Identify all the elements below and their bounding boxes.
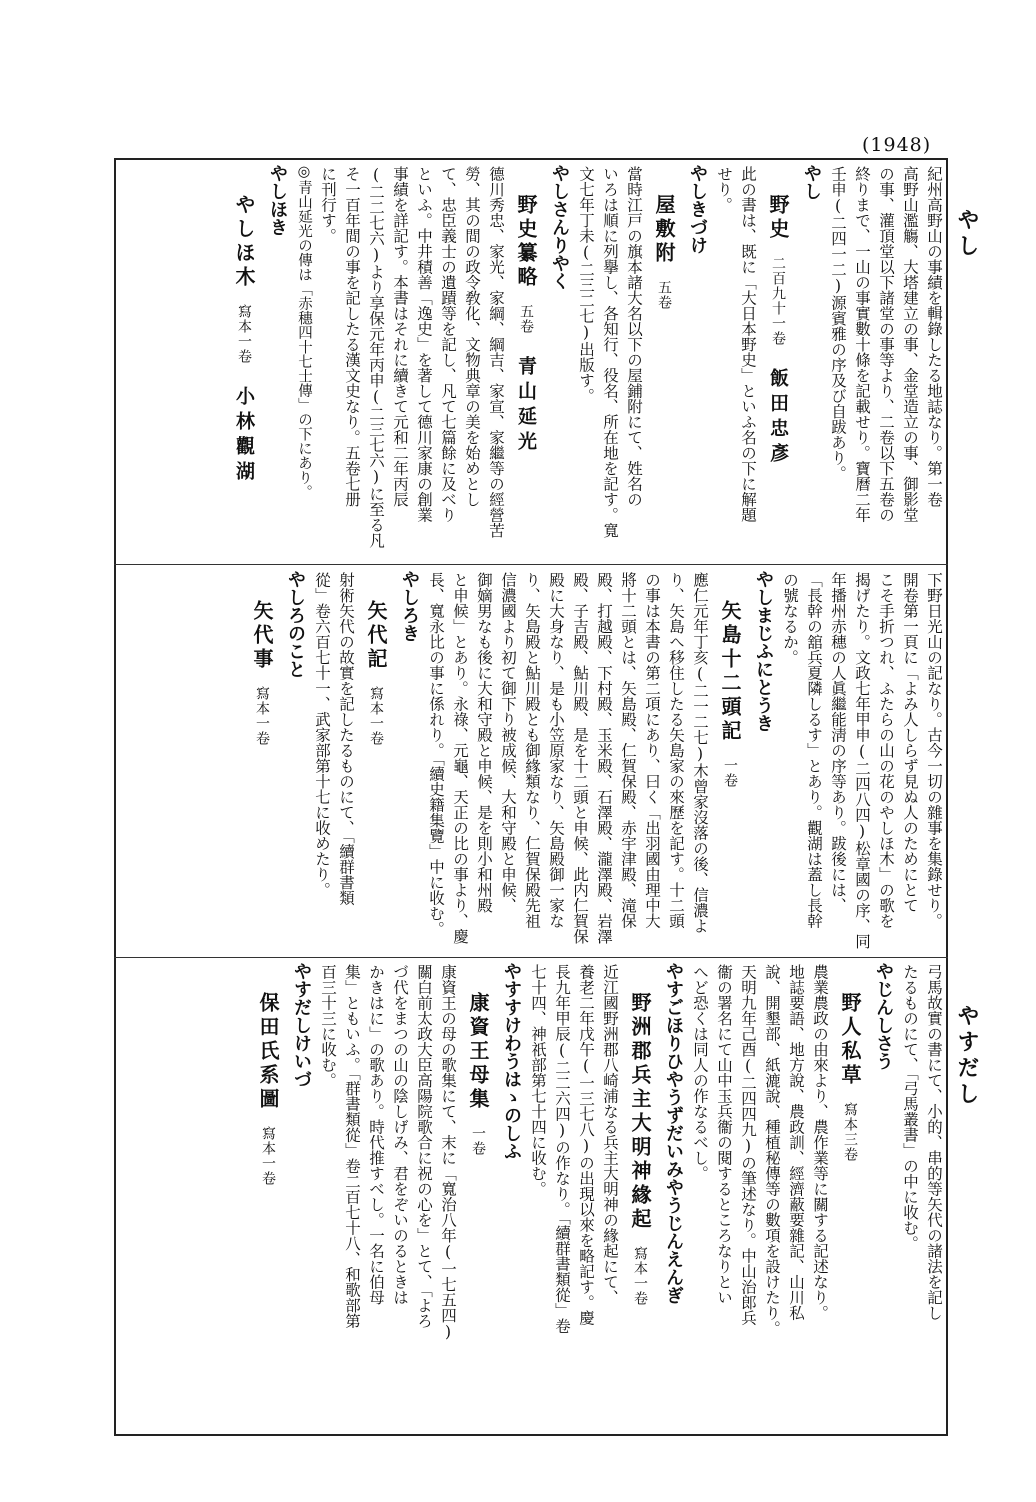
- entry-body-line: 此の書は、既に「大日本野史」といふ名の下に解題: [739, 166, 757, 523]
- entry-title-text: 野洲郡兵主大明神緣起: [628, 992, 652, 1232]
- entry-body-line: 御嫡男なも後に大和守殿と申候、是を則小和州殿: [475, 572, 493, 913]
- entry-body-line: 開卷第一頁に「よみ人しらず見ぬ人のためにとて: [901, 572, 919, 913]
- entry-body-line: たるものにて、「弓馬叢書」の中に收む。: [901, 964, 919, 1251]
- entry-body-line: へど恐くは同人の作なるべし。: [691, 964, 709, 1181]
- entry-body-line: 德川秀忠、家光、家綱、綱吉、家宣、家繼等の經營苦: [487, 166, 505, 538]
- entry-note: ◎青山延光の傳は「赤穗四十七士傳」の下にあり。: [296, 164, 312, 499]
- entry-title-text: 康資王母集: [466, 992, 490, 1112]
- entry-body-line: 當時江戸の旗本諸大名以下の屋鋪附にて、姓名の: [625, 166, 643, 507]
- entry-reading: やし: [801, 164, 822, 200]
- entry-body-line: といふ。中井積善「逸史」を著して德川家康の創業: [415, 166, 433, 523]
- entry-body-line: いろは順に列擧し、各知行、役名、所在地を記す。寬: [601, 166, 619, 538]
- entry-body-line: 康資王の母の歌集にて、末に「寬治八年(一七五四): [439, 964, 457, 1341]
- entry-title-text: 野史纂略: [514, 194, 538, 290]
- entry-title: [712, 570, 748, 954]
- entry-title: [760, 164, 796, 560]
- running-header-2: やすだし: [954, 1004, 980, 1108]
- entry-body-line: 說、開墾部、紙漉說、種植秘傳等の數項を設けたり。: [763, 964, 781, 1336]
- entry-reading: やしまじふにとうき: [753, 570, 774, 732]
- entry-body-line: 關白前太政大臣高陽院歌合に祝の心を」とて、「よろ: [415, 964, 433, 1329]
- entry-volume-info: 寫本一卷: [260, 1126, 276, 1186]
- page-number: (1948): [862, 134, 932, 156]
- entry-body-line: 信濃國より初て御下り被成候、大和守殿と申候、: [499, 572, 517, 913]
- entry-body-line: 年播州赤穗の人眞繼能淸の序等あり。跋後には、: [829, 572, 847, 913]
- entry-body-line: せり。: [715, 166, 733, 213]
- entry-volume-info: 二百九十一卷: [770, 256, 786, 346]
- entry-body-line: 紀州高野山の事績を輯錄したる地誌なり。第一卷: [925, 166, 943, 507]
- entry-body-line: 殿に大身なり、是も小笠原家なり、矢島殿御一家な: [547, 572, 565, 929]
- entry-body-line: 揭げたり。文政七年甲申(二四八四)松章國の序、同: [853, 572, 871, 949]
- entry-body-line: り、矢島へ移住したる矢島家の來歷を記す。十二頭: [667, 572, 685, 929]
- entry-body-line: 文七年丁未(二三二七)出版す。: [577, 166, 595, 404]
- entry-body-line: の事、灌頂堂以下諸堂の事等より、二卷以下五卷の: [877, 166, 895, 523]
- band-bottom: [120, 962, 946, 1428]
- entry-body-line: (二二七六)より享保元年丙申(二三七六)に至る凡: [367, 166, 385, 548]
- entry-body-line: 「長幹の舘兵夏隣しるす」とあり。觀湖は蓋し長幹: [805, 572, 823, 929]
- entry-title: [250, 962, 286, 1428]
- entry-reading: やすだしけいづ: [291, 962, 312, 1088]
- entry-title: [358, 570, 394, 954]
- entry-title-text: 屋敷附: [652, 194, 676, 266]
- entry-title-text: 野人私草: [838, 992, 862, 1088]
- entry-body-line: 近江國野洲郡八崎浦なる兵主大明神の緣起にて、: [601, 964, 619, 1305]
- entry-volume-info: 一卷: [470, 1126, 486, 1156]
- entry-volume-info: 寫本一卷: [632, 1246, 648, 1306]
- entry-title: [460, 962, 496, 1428]
- entry-reading: やしろのこと: [285, 570, 306, 678]
- entry-title: [244, 570, 280, 954]
- entry-reading: やしろき: [399, 570, 420, 642]
- entry-title: [508, 164, 544, 560]
- entry-body-line: 長、寬永比の事に係れり。「續史籍集覽」中に收む。: [427, 572, 445, 937]
- entry-body-line: 衞の署名にて山中玉兵衞の閱するところなりとい: [715, 964, 733, 1305]
- entry-volume-info: 五卷: [518, 304, 534, 334]
- entry-body-line: づ代をまつの山の陰しげみ、君をぞいのるときは: [391, 964, 409, 1305]
- entry-body-line: 弓馬故實の書にて、小的、串的等矢代の諸法を記し: [925, 964, 943, 1321]
- band-divider: [114, 957, 948, 958]
- running-header-1: やし: [954, 208, 980, 260]
- entry-body-line: に刊行す。: [319, 166, 337, 244]
- band-top: [120, 164, 946, 560]
- entry-reading: やしさんりやく: [549, 164, 570, 290]
- entry-title-text: 野史: [766, 194, 790, 242]
- entry-volume-info: 寫本一卷: [368, 686, 384, 746]
- entry-body-line: 殿、打越殿、下村殿、玉米殿、石澤殿、瀧澤殿、岩澤: [595, 572, 613, 944]
- entry-body-line: かきはに」の歌あり。時代推すべし。一名に伯母: [367, 964, 385, 1305]
- entry-author: 青山延光: [515, 356, 537, 456]
- entry-body-line: の事は本書の第二項にあり、曰く「出羽國由理中大: [643, 572, 661, 929]
- entry-body-line: 殿、子吉殿、鮎川殿、是を十二頭と申候、此内仁賀保: [571, 572, 589, 944]
- entry-title-text: 矢代事: [250, 600, 274, 672]
- entry-body-line: 百三十三に收む。: [319, 964, 337, 1088]
- entry-author: 飯田忠彥: [767, 368, 789, 468]
- entry-reading: やしほき: [267, 164, 288, 236]
- entry-body-line: 高野山濫觴、大塔建立の事、金堂造立の事、御影堂: [901, 166, 919, 523]
- band-middle: [120, 570, 946, 954]
- entry-body-line: 天明九年己酉(二四四九)の筆述なり。中山治郎兵: [739, 964, 757, 1326]
- entry-body-line: 地誌要語、地方說、農政訓、經濟蔽要雜記、山川私: [787, 964, 805, 1321]
- entry-body-line: り、矢島殿と鮎川殿とも御緣類なり、仁賀保殿先祖: [523, 572, 541, 929]
- entry-body-line: 集」ともいふ。「群書類從」卷二百七十八、和歌部第: [343, 964, 361, 1329]
- entry-body-line: 下野日光山の記なり。古今一切の雜事を集錄せり。: [925, 572, 943, 929]
- entry-body-line: 應仁元年丁亥(二一二七)木曾家沒落の後、信濃よ: [691, 572, 709, 934]
- entry-volume-info: 五卷: [656, 280, 672, 310]
- entry-body-line: 七十四、神祇部第七十四に收む。: [529, 964, 547, 1197]
- entry-body-line: 壬申(二四一二)源賓雅の序及び自跋あり。: [829, 166, 847, 481]
- entry-body-line: と申候」とあり。永祿、元龜、天正の比の事より、慶: [451, 572, 469, 944]
- entry-body-line: 事績を詳記す。本書はそれに續きて元和二年丙辰: [391, 166, 409, 507]
- entry-volume-info: 寫本三卷: [842, 1102, 858, 1162]
- entry-title: [226, 164, 262, 560]
- entry-author: 小林觀湖: [233, 386, 255, 486]
- entry-title-text: やしほ木: [232, 194, 256, 290]
- entry-reading: やしきづけ: [687, 164, 708, 254]
- entry-title-text: 矢島十二頭記: [718, 600, 742, 744]
- entry-volume-info: 寫本一卷: [236, 304, 252, 364]
- entry-title-text: 保田氏系圖: [256, 992, 280, 1112]
- entry-volume-info: 一卷: [722, 758, 738, 788]
- entry-body-line: 射術矢代の故實を記したるものにて、「續群書類: [337, 572, 355, 906]
- entry-volume-info: 寫本一卷: [254, 686, 270, 746]
- entry-reading: やすごほりひやうずだいみやうじんえんぎ: [663, 962, 684, 1304]
- entry-title: [646, 164, 682, 560]
- entry-title: [622, 962, 658, 1428]
- entry-reading: やすすけわうはゝのしふ: [501, 962, 522, 1160]
- entry-body-line: こそ手折つれ、ふたらの山の花のやしほ木」の歌を: [877, 572, 895, 929]
- entry-body-line: の號なるか。: [781, 572, 799, 665]
- entry-body-line: 勞、其の間の政令敎化、文物典章の美を始めとし: [463, 166, 481, 507]
- entry-body-line: 農業農政の由來より、農作業等に關する記述なり。: [811, 964, 829, 1321]
- band-divider: [114, 564, 948, 565]
- entry-body-line: て、忠臣義士の遺蹟等を記し、凡て七篇餘に及べり: [439, 166, 457, 523]
- entry-title: [832, 962, 868, 1428]
- entry-body-line: 從」卷六百七十一、武家部第十七に收めたり。: [313, 572, 331, 898]
- entry-body-line: 長九年甲辰(二二六四)の作なり。「續群書類從」卷: [553, 964, 571, 1334]
- entry-body-line: 終りまで、一山の事實數十條を記載せり。寶曆二年: [853, 166, 871, 523]
- entry-title-text: 矢代記: [364, 600, 388, 672]
- entry-body-line: そ一百年間の事を記したる漢文史なり。五卷七册: [343, 166, 361, 507]
- entry-body-line: 將十二頭とは、矢島殿、仁賀保殿、赤宇津殿、滝保: [619, 572, 637, 929]
- entry-reading: やじんしさう: [873, 962, 894, 1070]
- entry-body-line: 養老二年戊午(一三七八)の出現以來を略記す。慶: [577, 964, 595, 1326]
